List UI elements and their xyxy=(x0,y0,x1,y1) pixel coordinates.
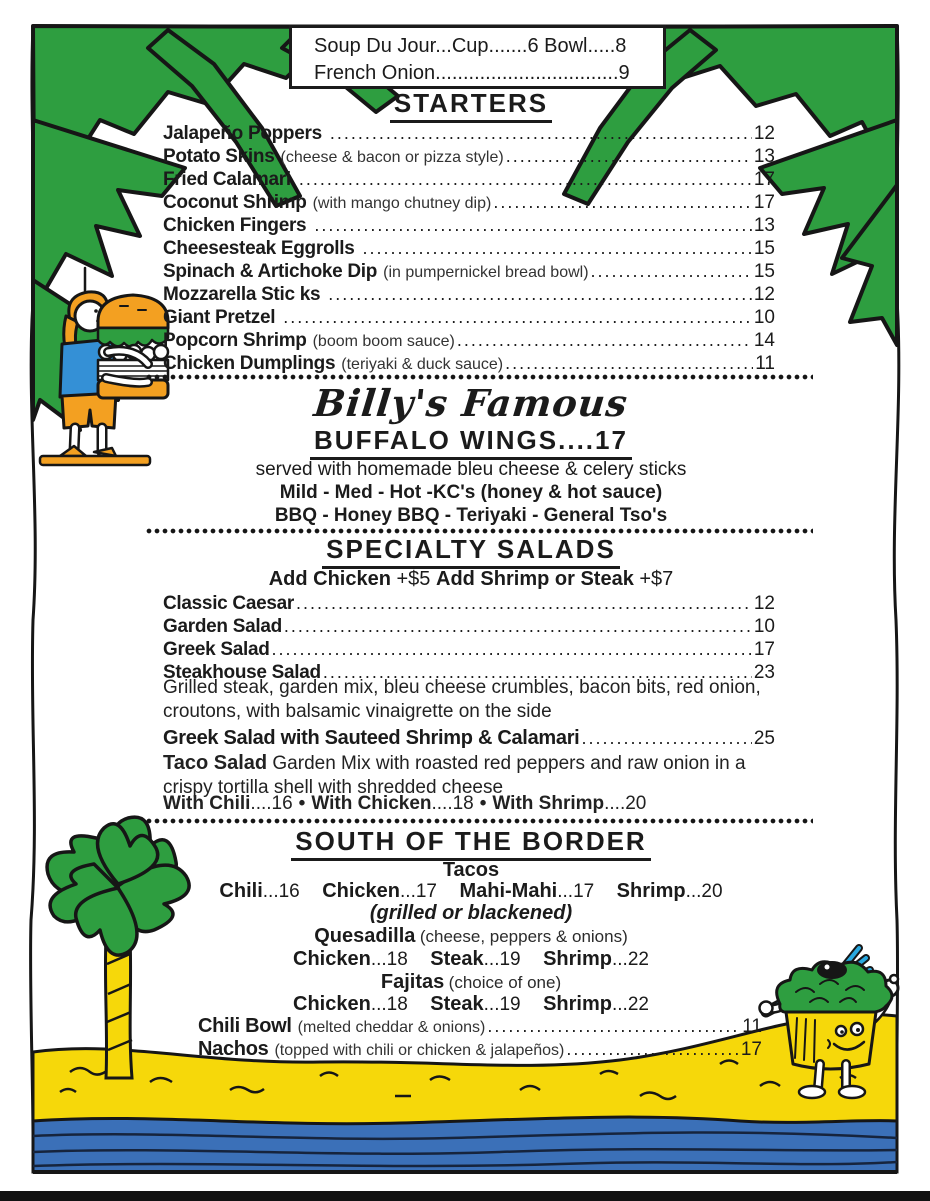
item-price: 15 xyxy=(753,238,775,259)
soup-line-1: Soup Du Jour...Cup.......6 Bowl.....8 xyxy=(314,35,627,57)
starters-title: STARTERS xyxy=(140,88,802,123)
menu-item xyxy=(163,284,775,307)
menu-item xyxy=(163,616,775,639)
dot-leader xyxy=(283,307,752,328)
quesadilla-options: Chicken...18 Steak...19 Shrimp...22 xyxy=(293,948,649,970)
wings-sauces-1: Mild - Med - Hot -KC's (honey & hot sauce) xyxy=(279,482,663,503)
item-name: Nachos xyxy=(198,1038,269,1060)
item-name: Popcorn Shrimp xyxy=(163,330,307,351)
item-price: 13 xyxy=(753,146,775,167)
south-title: SOUTH OF THE BORDER xyxy=(140,826,802,861)
item-name: Chicken Fingers xyxy=(163,215,307,236)
item-price: 15 xyxy=(753,261,775,282)
item-price: 17 xyxy=(753,192,775,213)
menu-item xyxy=(163,146,775,169)
dot-leader xyxy=(505,353,753,374)
olive-icon xyxy=(817,961,847,979)
billys-famous-script: Billy's Famous xyxy=(311,381,631,425)
fajitas-heading: Fajitas (choice of one) xyxy=(380,971,562,993)
menu-item xyxy=(163,307,775,330)
item-price: 10 xyxy=(753,616,775,637)
item-name: Garden Salad xyxy=(163,616,282,637)
menu-item xyxy=(163,238,775,261)
salads-title: SPECIALTY SALADS xyxy=(140,534,802,569)
dotted-separator xyxy=(145,818,813,824)
dot-leader xyxy=(457,330,752,351)
menu-item xyxy=(163,123,775,146)
item-name: Spinach & Artichoke Dip xyxy=(163,261,378,282)
taco-note: (grilled or blackened) xyxy=(369,902,573,924)
dot-leader xyxy=(506,146,752,167)
menu-item xyxy=(163,639,775,662)
item-name: Chili Bowl xyxy=(198,1015,292,1037)
menu-item xyxy=(163,261,775,284)
menu-item xyxy=(163,192,775,215)
item-name: Potato Skins xyxy=(163,146,275,167)
dot-leader xyxy=(284,616,752,637)
ocean-water xyxy=(33,1117,897,1172)
item-name: Cheesesteak Eggrolls xyxy=(163,238,355,259)
menu-item xyxy=(163,330,775,353)
dot-leader xyxy=(296,593,752,614)
item-price: 17 xyxy=(740,1039,762,1060)
item-name: Greek Salad xyxy=(163,639,270,660)
taco-salad-prices: With Chili....16 • With Chicken....18 • With Shrimp....20 xyxy=(163,793,647,814)
item-name: Steakhouse Salad xyxy=(163,662,321,683)
dot-leader xyxy=(362,238,751,259)
item-price: 25 xyxy=(753,728,775,749)
item-name: Mozzarella Stic ks xyxy=(163,284,321,305)
dot-leader xyxy=(328,284,752,305)
dot-leader xyxy=(299,169,752,190)
item-price: 17 xyxy=(753,639,775,660)
menu-item xyxy=(163,593,775,616)
item-name: Greek Salad with Sauteed Shrimp & Calamari xyxy=(163,727,580,749)
item-desc: (melted cheddar & onions) xyxy=(297,1019,486,1036)
item-desc: (boom boom sauce) xyxy=(312,333,455,350)
item-desc: (in pumpernickel bread bowl) xyxy=(383,264,589,281)
item-name: Fried Calamari xyxy=(163,169,291,190)
menu-item xyxy=(163,727,775,750)
item-name: Chicken Dumplings xyxy=(163,353,336,374)
tacos-label: Tacos xyxy=(442,859,500,881)
item-price: 17 xyxy=(753,169,775,190)
menu-item xyxy=(163,169,775,192)
item-price: 14 xyxy=(753,330,775,351)
item-name: Taco Salad xyxy=(163,752,268,774)
wings-served-with: served with homemade bleu cheese & celery sticks xyxy=(255,459,687,480)
menu-item xyxy=(163,215,775,238)
item-price: 11 xyxy=(755,353,775,374)
taco-salad-paragraph: Taco Salad Garden Mix with roasted red peppers and raw onion in a crispy tortilla shell with shredded cheese xyxy=(163,752,746,798)
item-desc: (teriyaki & duck sauce) xyxy=(341,356,504,373)
dot-leader xyxy=(493,192,752,213)
dotted-separator xyxy=(145,374,813,380)
item-price: 12 xyxy=(753,123,775,144)
item-price: 12 xyxy=(753,284,775,305)
dot-leader xyxy=(566,1039,738,1060)
dot-leader xyxy=(330,123,752,144)
item-desc: (cheese & bacon or pizza style) xyxy=(280,149,504,166)
dot-leader xyxy=(581,728,751,749)
soup-box xyxy=(289,25,666,89)
menu-item xyxy=(163,353,775,376)
steakhouse-salad-desc: Grilled steak, garden mix, bleu cheese crumbles, bacon bits, red onion, croutons, with balsamic vinaigrette on the side xyxy=(163,677,761,722)
bottom-rule xyxy=(0,1191,930,1201)
menu-item xyxy=(198,1038,762,1061)
taco-options: Chili...16 Chicken...17 Mahi-Mahi...17 Shrimp...20 xyxy=(219,880,723,902)
salad-addons: Add Chicken +$5 Add Shrimp or Steak +$7 xyxy=(268,568,674,590)
item-price: 12 xyxy=(753,593,775,614)
item-price: 23 xyxy=(753,662,775,683)
item-name: Coconut Shrimp xyxy=(163,192,307,213)
soup-line-2: French Onion.................................9 xyxy=(314,62,630,84)
dot-leader xyxy=(314,215,752,236)
item-name: Classic Caesar xyxy=(163,593,295,614)
item-desc: (with mango chutney dip) xyxy=(312,195,492,212)
item-price: 13 xyxy=(753,215,775,236)
menu-item xyxy=(198,1015,762,1038)
buffalo-wings-title: BUFFALO WINGS....17 xyxy=(140,425,802,460)
quesadilla-heading: Quesadilla (cheese, peppers & onions) xyxy=(314,925,628,947)
item-price: 10 xyxy=(753,307,775,328)
dot-leader xyxy=(272,639,752,660)
dot-leader xyxy=(487,1016,740,1037)
item-name: Jalapeño Poppers xyxy=(163,123,322,144)
item-desc: (topped with chili or chicken & jalapeños) xyxy=(274,1042,565,1059)
item-name: Giant Pretzel xyxy=(163,307,276,328)
wings-sauces-2: BBQ - Honey BBQ - Teriyaki - General Tso's xyxy=(274,505,668,526)
fajitas-options: Chicken...18 Steak...19 Shrimp...22 xyxy=(293,993,649,1015)
item-price: 11 xyxy=(742,1016,762,1037)
dot-leader xyxy=(591,261,752,282)
ledge xyxy=(40,456,150,465)
